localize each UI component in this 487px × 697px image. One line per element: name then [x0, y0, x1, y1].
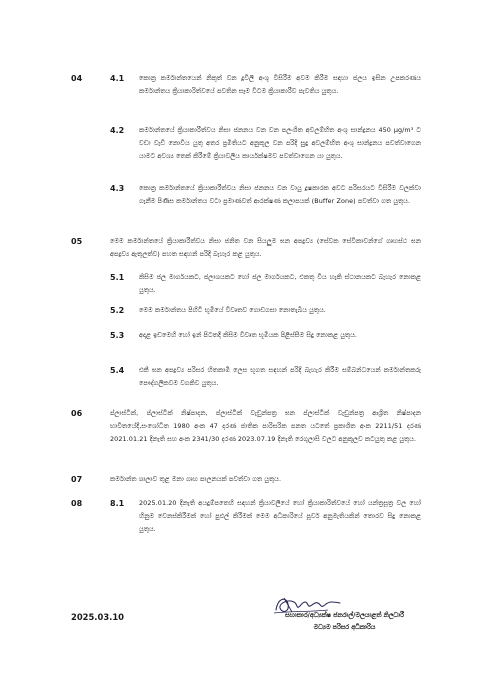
subsection-number: 5.4: [110, 366, 125, 375]
signatory-organization: මධ්‍යම පරිසර අධිකාරිය: [313, 624, 376, 631]
clause-text: කොන්‍ර කර්මාන්තයේ ක්‍රියාකාරීත්වය නිසා ජනනය වන වායු දූෂකාරක අවට පරිසරයට විසිරීම වලක්වා ගැනීම පිණිස කර්මාන්තය වටා ප්‍රමාණවත් ආරක්ෂණ කලාපයක් (Buffer Zone) පවත්වා ගත යුතුය.: [139, 184, 421, 206]
section-number: 07: [71, 475, 83, 484]
subsection-number: 5.2: [110, 306, 125, 315]
subsection-number: 4.1: [110, 74, 125, 83]
section-number: 04: [71, 74, 83, 83]
clause-text: මෙම කර්මාන්තයේ ක්‍රියාකාරීත්වය නිසා ජනිත වන සියලුම ඝන අපද්‍රව්‍ය (සේවක සේවිකාවන්ගේ ගෘහස්ථ ඝන අපද්‍රව්‍ය ඇතුලත්ව) පහත සඳහන් පරිදි බැහැර කළ යුතුය.: [110, 237, 421, 259]
section-number: 06: [71, 409, 83, 418]
clause-text: මෙම කර්මාන්තය පිහිටි භූමියේ විවෘතව ගොඩගසා නොතැබිය යුතුය.: [139, 306, 326, 314]
clause-text: අදාළ ඉඩමෙහි හෝ ඉන් පිටතදී කිසිම විවෘත භූමියක පිළිස්සීම සිදු නොකළ යුතුය.: [139, 331, 358, 339]
subsection-number: 4.2: [110, 126, 125, 135]
clause-text: එකී ඝන අපද්‍රව්‍ය පරිසර හිතකාමී ලෙස භූගත සඳහන් පරිදි බැහැර කිරීම සම්බන්ධයෙන් කර්මාන්තකරු පෞද්ගලිකවම වගකිව යුතුය.: [139, 366, 421, 388]
section-number: 08: [71, 499, 83, 508]
clause-text: කර්මාන්තයේ ක්‍රියාකාරීත්වය නිසා ජනනය වන වන පලංශිත අවලම්භිත අංශු සාන්ද්‍රනය 450 μg/m³ ට වඩා වැඩි නොවිය යුතු අතර ප්‍රමිතියට අනුකූල වන පරිදි සුදු අවලම්භිත අංශු සාන්ද්‍රනය පවත්වාගෙන යාමට අවශ්‍ය තෙක් කිරීමේ ක්‍රියාවලිය කාර්යක්ෂමව පවත්වාගෙන යා යුතුය.: [139, 126, 421, 161]
subsection-number: 5.1: [110, 273, 125, 282]
signatory-title: සහාකාර/අධ්‍යක්ෂ ජනරාල්/මලයාළත් නිලධාරී: [285, 612, 404, 619]
clause-text: ප්ලාස්ටික්, ප්ලාස්ටික් නිෂ්පාදන, ප්ලාස්ටික් වැඩුන්පත්‍ර ඝන ප්ලාස්ටික් වැඩුන්පත්‍ර ආශ්‍රිත නිෂ්පාදන භාවිතයේදී,සංශෝධිත 1980 අංක 47 දරණ ජාතික පාරිසරික පනත යටතේ ප්‍රකාශිත අංක 2211/51 දරණ 2021.01.21 දිනැති සහ අංක 2341/30 දරණ 2023.07.19 දිනැති රෙගුලාසි වලට අනුකූලව කටයුතු කළ යුතුය.: [110, 409, 421, 444]
subsection-number: 8.1: [110, 499, 125, 508]
clause-text: කිසිම ජල මාර්ගයකට, ජලාශයකට හෝ ජල මාර්ගයකට, එකතු විය හැකි ස්ථානයකට බැහැර නොකළ යුතුය.: [139, 273, 421, 295]
document-date: 2025.03.10: [71, 612, 124, 622]
clause-text: කොන්‍ර කර්මාන්තයෙන් නිකුත් වන දූවිලි අංශු විසිරීම අවම කිරීම සඳහා ජලය ඉසින උපකරණය කර්මාන්තය ක්‍රියාකාරිත්වයේ පවතින සෑම විටම ක්‍රියාකාරීව පැවතිය යුතුය.: [139, 74, 421, 96]
section-number: 05: [71, 237, 83, 246]
clause-text: කර්මාන්ත ශාලාව තුළ මනා ගෘහ පාලනයක් පවත්වා ගත යුතුය.: [110, 475, 282, 483]
subsection-number: 4.3: [110, 184, 125, 193]
subsection-number: 5.3: [110, 331, 125, 340]
clause-text: 2025.01.20 දිනැති අයදුම්පතෙහි සඳහන් ක්‍රියාවලියේ හෝ ක්‍රියාකාරිත්වයේ හෝ යන්ත්‍රසූත්‍ර වල හෝ හිනුම වෙනස්කිරීමක් හෝ පුළුල් කිරීමක් මෙම අධිකාරියේ පූර්ව අනුමැතියකින් තොරව සිදු නොකළ යුතුය.: [139, 499, 421, 534]
